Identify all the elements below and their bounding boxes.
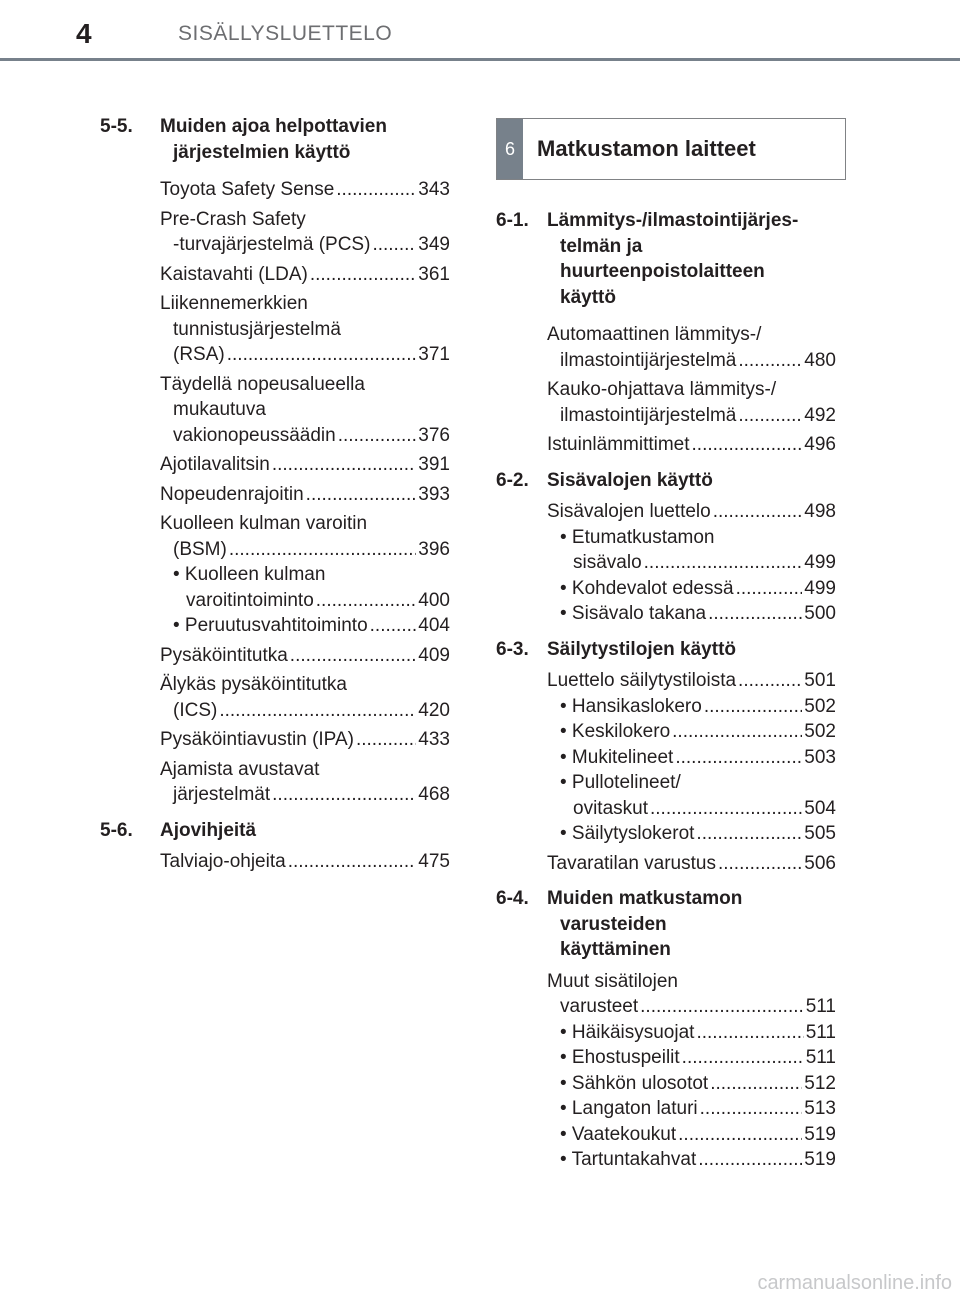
page-number: 4 xyxy=(76,18,92,49)
toc-entry[interactable] xyxy=(160,643,450,669)
toc-page-number: 512 xyxy=(804,1072,836,1094)
toc-page-number: 400 xyxy=(418,589,450,611)
toc-page-number: 433 xyxy=(418,729,450,750)
dot-leader xyxy=(650,796,802,822)
dot-leader xyxy=(640,994,804,1020)
toc-entry-title: • Tartuntakahvat xyxy=(560,1149,697,1170)
toc-page-number: 513 xyxy=(804,1098,836,1119)
toc-entry[interactable]: Luettelo säilytystiloista ..... 501 • Hansikaslokero ..... 502 • Keskilokero ..... 502 • Mukitelineet ..... 503 • Pullotelineet/ ovitaskut ..... 504 • Säilytyslokerot ..... 505 xyxy=(547,668,836,847)
toc-page-number: 404 xyxy=(418,615,450,636)
toc-entry-title: Ajotilavalitsin xyxy=(160,454,270,475)
toc-entry[interactable]: Ajamista avustavat järjestelmät ..... 468 xyxy=(160,757,450,808)
toc-page-number: 371 xyxy=(418,344,450,365)
dot-leader xyxy=(700,1096,803,1122)
toc-page-number: 349 xyxy=(418,234,450,255)
toc-page-number: 468 xyxy=(418,784,450,805)
dot-leader xyxy=(372,232,416,258)
watermark: carmanualsonline.info xyxy=(757,1272,952,1294)
section-heading-6-3: 6-3. Säilytystilojen käyttö xyxy=(496,638,737,660)
dot-leader xyxy=(310,262,416,288)
page-header xyxy=(0,0,960,62)
dot-leader xyxy=(227,342,417,368)
toc-page-number: 502 xyxy=(804,695,836,717)
dot-leader xyxy=(682,1045,804,1071)
toc-entry-title: (RSA) xyxy=(173,344,225,365)
dot-leader xyxy=(696,1020,803,1046)
dot-leader xyxy=(672,719,802,745)
dot-leader xyxy=(644,550,803,576)
toc-entry-title: Pysäköintiavustin (IPA) xyxy=(160,729,354,750)
toc-entry-title: • Langaton laturi xyxy=(560,1098,698,1119)
toc-page-number: 519 xyxy=(804,1149,836,1170)
dot-leader xyxy=(738,348,802,374)
dot-leader xyxy=(336,177,416,203)
toc-entry-title: ilmastointijärjestelmä xyxy=(560,404,737,426)
toc-entry-title: Kaistavahti (LDA) xyxy=(160,263,308,285)
toc-page-number: 343 xyxy=(418,179,450,200)
toc-page-number: 420 xyxy=(418,699,450,721)
toc-entry-title: • Kohdevalot edessä xyxy=(560,577,734,599)
toc-entry[interactable]: Täydellä nopeusalueella mukautuva vakionopeussäädin ..... 376 xyxy=(160,372,450,449)
toc-page-number: 361 xyxy=(418,263,450,285)
toc-page-number: 480 xyxy=(804,349,836,371)
dot-leader xyxy=(229,537,416,563)
toc-right-column xyxy=(496,208,836,1177)
toc-entry-title: Toyota Safety Sense xyxy=(160,179,335,200)
toc-entry[interactable]: Liikennemerkkien tunnistusjärjestelmä (RSA) ..... 371 xyxy=(160,291,450,368)
dot-leader xyxy=(713,499,803,525)
toc-entry-title: Talviajo-ohjeita xyxy=(160,851,286,872)
toc-entry-title: vakionopeussäädin xyxy=(173,424,336,446)
section-heading-5-5: 5-5. Muiden ajoa helpottavien järjestelmien käyttö xyxy=(100,116,387,163)
toc-page-number: 511 xyxy=(805,1047,836,1068)
toc-entry-title: (ICS) xyxy=(173,699,218,721)
toc-entry-title: ovitaskut xyxy=(573,797,648,819)
dot-leader xyxy=(356,727,416,753)
dot-leader xyxy=(272,782,416,808)
chapter-number: 6 xyxy=(497,119,523,179)
dot-leader xyxy=(316,588,417,614)
toc-entry-title: ilmastointijärjestelmä xyxy=(560,349,737,371)
toc-entry-title: • Häikäisysuojat xyxy=(560,1021,695,1043)
dot-leader xyxy=(272,452,416,478)
toc-entry[interactable] xyxy=(160,482,450,508)
toc-page-number: 475 xyxy=(418,851,450,872)
toc-page-number: 376 xyxy=(418,424,450,446)
toc-entry-title: • Vaatekoukut xyxy=(560,1123,677,1145)
toc-entry-title: • Ehostuspeilit xyxy=(560,1047,680,1068)
toc-entry[interactable]: Pre-Crash Safety -turvajärjestelmä (PCS) ..... 349 xyxy=(160,207,450,258)
toc-entry-title: Sisävalojen luettelo xyxy=(547,501,711,522)
toc-entry[interactable] xyxy=(547,432,836,458)
dot-leader xyxy=(678,1122,802,1148)
toc-page-number: 492 xyxy=(804,404,836,426)
dot-leader xyxy=(370,613,417,639)
header-divider xyxy=(0,58,960,61)
dot-leader xyxy=(708,601,802,627)
toc-page-number: 506 xyxy=(804,852,836,874)
toc-entry-title: • Sisävalo takana xyxy=(560,603,707,624)
toc-entry-title: • Hansikaslokero xyxy=(560,695,702,717)
dot-leader xyxy=(736,576,803,602)
toc-page-number: 519 xyxy=(804,1123,836,1145)
toc-entry-title: -turvajärjestelmä (PCS) xyxy=(173,234,371,255)
section-heading-6-4: 6-4. Muiden matkustamon varusteiden käyttäminen xyxy=(496,888,743,960)
dot-leader xyxy=(675,745,802,771)
toc-page-number: 505 xyxy=(804,823,836,844)
toc-entry-title: • Säilytyslokerot xyxy=(560,823,695,844)
chapter-title: SISÄLLYSLUETTELO xyxy=(178,22,393,45)
toc-page-number: 502 xyxy=(804,721,836,742)
toc-page-number: 409 xyxy=(418,644,450,666)
toc-page-number: 391 xyxy=(418,454,450,475)
toc-page-number: 498 xyxy=(804,501,836,522)
toc-entry[interactable] xyxy=(160,727,450,753)
toc-entry-title: • Sähkön ulosotot xyxy=(560,1072,709,1094)
dot-leader xyxy=(338,423,417,449)
chapter-tab xyxy=(496,118,846,180)
toc-entry-title: Nopeudenrajoitin xyxy=(160,483,304,505)
dot-leader xyxy=(698,1147,802,1173)
toc-page-number: 504 xyxy=(804,797,836,819)
toc-entry-title: sisävalo xyxy=(573,552,642,573)
dot-leader xyxy=(704,694,802,720)
toc-page-number: 496 xyxy=(804,434,836,455)
toc-entry[interactable]: Älykäs pysäköintitutka (ICS) ..... 420 xyxy=(160,672,450,723)
toc-entry[interactable] xyxy=(160,177,450,203)
section-heading-5-6: 5-6. Ajovihjeitä xyxy=(100,819,257,841)
dot-leader xyxy=(710,1071,802,1097)
toc-page-number: 499 xyxy=(804,577,836,599)
toc-entry[interactable]: Sisävalojen luettelo ..... 498 • Etumatkustamon sisävalo ..... 499 • Kohdevalot edessä ..... 499 • Sisävalo takana ..... 500 xyxy=(547,499,836,627)
dot-leader xyxy=(738,403,802,429)
dot-leader xyxy=(692,432,803,458)
toc-entry[interactable] xyxy=(160,262,450,288)
toc-entry[interactable]: Muut sisätilojen varusteet ..... 511 • Häikäisysuojat ..... 511 • Ehostuspeilit ..... 511 • Sähkön ulosotot ..... 512 • Langaton laturi ..... 513 • Vaatekoukut ..... 519 • Tartuntakahvat ..... 519 xyxy=(547,969,836,1173)
toc-entry[interactable] xyxy=(160,849,450,875)
toc-entry-title: Tavaratilan varustus xyxy=(547,852,716,874)
toc-entry-title: Pysäköintitutka xyxy=(160,644,288,666)
toc-entry[interactable]: Kuolleen kulman varoitin (BSM) ..... 396 • Kuolleen kulman varoitintoiminto ..... 400 • Peruutusvahtitoiminto ..... 404 xyxy=(160,511,450,639)
dot-leader xyxy=(696,821,802,847)
toc-entry-title: (BSM) xyxy=(173,538,227,560)
toc-entry-title: järjestelmät xyxy=(173,784,271,805)
toc-page-number: 393 xyxy=(418,483,450,505)
dot-leader xyxy=(718,851,802,877)
toc-entry-title: varusteet xyxy=(560,996,639,1017)
toc-page-number: 503 xyxy=(804,746,836,768)
toc-entry[interactable] xyxy=(547,851,836,877)
dot-leader xyxy=(219,698,416,724)
toc-entry-title: Istuinlämmittimet xyxy=(547,434,690,455)
toc-entry-title: • Peruutusvahtitoiminto xyxy=(173,615,368,636)
section-heading-6-2: 6-2. Sisävalojen käyttö xyxy=(496,469,713,491)
toc-entry-title: • Mukitelineet xyxy=(560,746,674,768)
toc-left-column xyxy=(100,114,450,879)
toc-page-number: 500 xyxy=(804,603,836,624)
toc-page-number: 499 xyxy=(804,552,836,573)
toc-entry-title: varoitintoiminto xyxy=(186,589,314,611)
section-heading-6-1: 6-1. Lämmitys-/ilmastointijärjes- telmän ja huurteenpoistolaitteen käyttö xyxy=(496,210,799,308)
toc-page-number: 511 xyxy=(805,996,836,1017)
toc-entry[interactable]: Automaattinen lämmitys-/ ilmastointijärjestelmä ..... 480 xyxy=(547,322,836,373)
toc-page-number: 501 xyxy=(804,670,836,691)
toc-entry-title: Luettelo säilytystiloista xyxy=(547,670,737,691)
toc-page-number: 511 xyxy=(805,1021,836,1043)
chapter-heading: Matkustamon laitteet xyxy=(537,136,756,161)
toc-page-number: 396 xyxy=(418,538,450,560)
toc-entry[interactable]: Kauko-ohjattava lämmitys-/ ilmastointijärjestelmä ..... 492 xyxy=(547,377,836,428)
dot-leader xyxy=(738,668,802,694)
toc-entry[interactable] xyxy=(160,452,450,478)
dot-leader xyxy=(290,643,417,669)
toc-entry-title: • Keskilokero xyxy=(560,721,671,742)
dot-leader xyxy=(288,849,417,875)
dot-leader xyxy=(306,482,417,508)
